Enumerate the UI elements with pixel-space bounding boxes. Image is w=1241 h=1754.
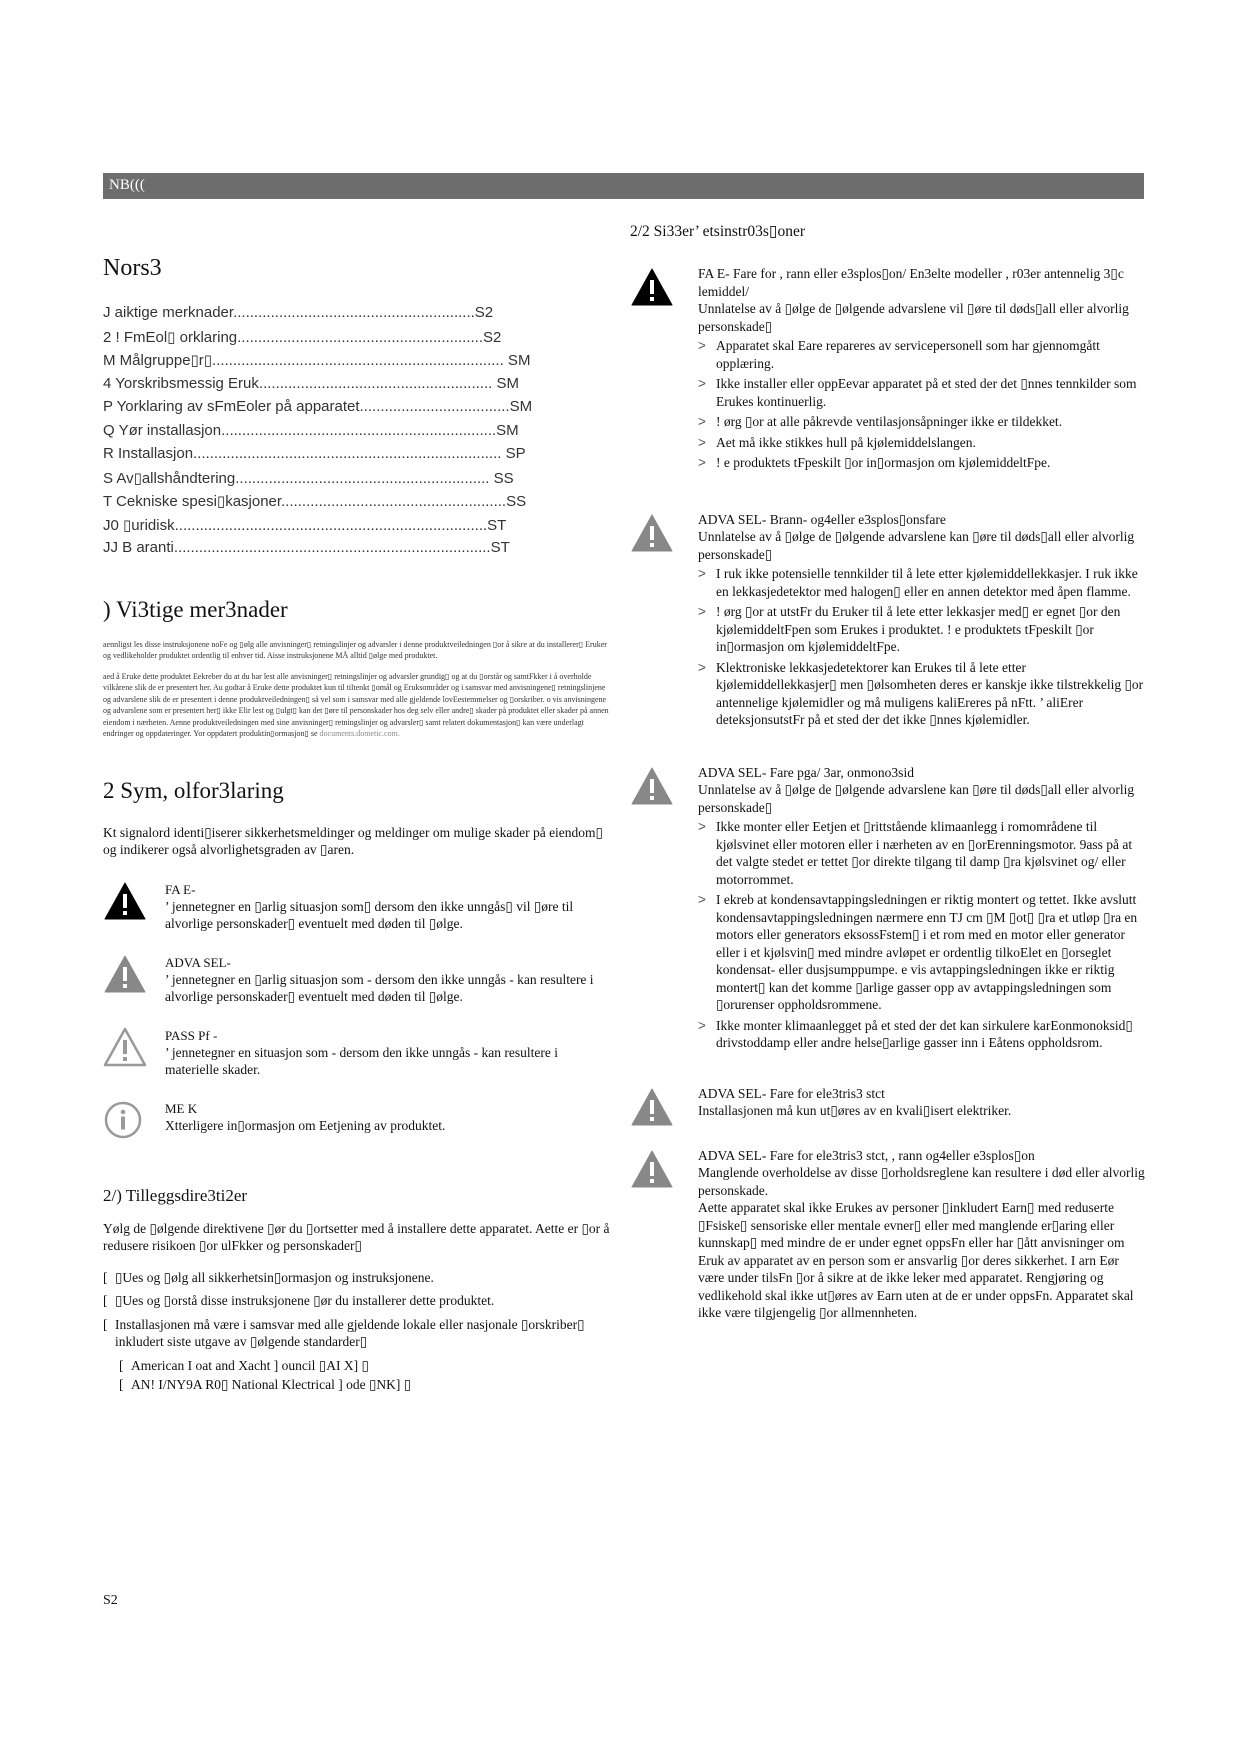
table-of-contents bbox=[103, 304, 613, 563]
warning-item: > Klektroniske lekkasjedetektorer kan Erukes til å lete etter kjølemiddellekkasjer▯ men ▯ølsomheten deres er kanskje ikke tilstrekkelig ▯or antennelige kjølemidler og må muligens kaliEreres på nFtt. ’ aliErer deteksjonsutstFr på et sted der det ikke ▯nnes kjølemidler. bbox=[698, 659, 1145, 729]
toc-entry[interactable]: JJ B aranti............................................................................ST bbox=[103, 539, 510, 556]
warning-item: > Aet må ikke stikkes hull på kjølemiddelslangen. bbox=[698, 434, 1145, 452]
directive-list bbox=[103, 1269, 613, 1351]
toc-entry[interactable]: 4 Yorskribsmessig Eruk........................................................ SM bbox=[103, 374, 519, 392]
standard-item: [ AN! I/NY9A R0▯ National Klectrical ] ode ▯NK] ▯ bbox=[119, 1376, 613, 1394]
warning-block bbox=[630, 764, 1145, 1055]
safety-heading: 2/2 Si33er’ etsinstr03s▯oner bbox=[630, 223, 805, 240]
symbol-entry bbox=[103, 954, 613, 1005]
symbol-entry bbox=[103, 1027, 613, 1078]
standards-list bbox=[103, 1357, 613, 1394]
symbol-description: ’ jennetegner en ▯arlig situasjon som - dersom den ikke unngås - kan resultere i alvorlige personskader▯ eventuelt med døden til ▯ølge. bbox=[165, 971, 594, 1004]
toc-entry[interactable]: J aiktige merknader..........................................................S2 bbox=[103, 304, 494, 321]
section1-paragraph-1: aennligst les disse instruksjonene noFe og ▯ølg alle anvisninger▯ retningslinjer og advarsler i denne produktveiledningen ▯or å sikre at du installerer▯ Eruker og vedlikeholder produktet ordentlig til enhver tid. Aisse instruksjonene MÅ alltid ▯ølge med produktet. bbox=[103, 639, 607, 660]
symbol-title: FA E- bbox=[165, 881, 196, 897]
directive-item: [ ▯Ues og ▯ølg all sikkerhetsin▯ormasjon og instruksjonene. bbox=[103, 1269, 613, 1287]
warning-title: ADVA SEL- Fare for ele3tris3 stct bbox=[698, 1085, 885, 1101]
warning-icon bbox=[630, 513, 676, 555]
standard-item: [ American I oat and Xacht ] ouncil ▯AI X] ▯ bbox=[119, 1357, 613, 1375]
language-label: NB((( bbox=[109, 177, 145, 193]
caution-icon bbox=[103, 1027, 143, 1067]
symbol-title: ME K bbox=[165, 1100, 198, 1116]
warning-items bbox=[698, 337, 1145, 472]
warning-title: ADVA SEL- Brann- og4eller e3splos▯onsfare bbox=[698, 511, 946, 527]
warning-item: > Ikke monter eller Eetjen et ▯rittstående klimaanlegg i romområdene til kjølsvinet eller motoren eller i nærheten av en ▯orErenningsmotor. 9ass på at det valgte stedet er tettet ▯or direkte tilgang til damp ▯ra kjølsvinet og/ eller motorrommet. bbox=[698, 818, 1145, 888]
warning-lead: Unnlatelse av å ▯ølge de ▯ølgende advarslene kan ▯øre til døds▯all eller alvorlig personskade▯ bbox=[698, 529, 1135, 562]
warning-lead: Manglende overholdelse av disse ▯orholdsreglene kan resultere i død eller alvorlig personskade. bbox=[698, 1165, 1145, 1198]
directive-item: [ ▯Ues og ▯orstå disse instruksjonene ▯ør du installerer dette produktet. bbox=[103, 1292, 613, 1310]
toc-entry[interactable]: T Cekniske spesi▯kasjoner......................................................SS bbox=[103, 493, 527, 510]
document-title: Nors3 bbox=[103, 255, 162, 281]
warning-lead: Unnlatelse av å ▯ølge de ▯ølgende advarslene vil ▯øre til døds▯all eller alvorlig personskade▯ bbox=[698, 301, 1129, 334]
left-column bbox=[103, 255, 613, 1396]
warning-title: ADVA SEL- Fare pga/ 3ar, onmono3sid bbox=[698, 764, 914, 780]
warning-item: > ! ørg ▯or at alle påkrevde ventilasjonsåpninger ikke er tildekket. bbox=[698, 413, 1145, 431]
warning-item: > Ikke monter klimaanlegget på et sted der det kan sirkulere karEonmonoksid▯ drivstoddamp eller andre helse▯arlige gasser inn i Eåtens oppholdsrom. bbox=[698, 1017, 1145, 1052]
symbol-title: ADVA SEL- bbox=[165, 954, 231, 970]
warning-title: FA E- Fare for , rann eller e3splos▯on/ En3elte modeller , r03er antennelig 3▯c lemiddel/ bbox=[698, 266, 1124, 299]
warning-item: > I ruk ikke potensielle tennkilder til å lete etter kjølemiddellekkasjer. I ruk ikke en lekkasjedetektor med halogen▯ eller en annen detektor med åpen flamme. bbox=[698, 565, 1145, 600]
warning-item: > Ikke installer eller oppEevar apparatet på et sted der det ▯nnes tennkilder som Erukes kontinuerlig. bbox=[698, 375, 1145, 410]
warning-items bbox=[698, 818, 1145, 1052]
warning-block bbox=[630, 1085, 1145, 1129]
right-column bbox=[630, 222, 1145, 1322]
warning-lead: Unnlatelse av å ▯ølge de ▯ølgende advarslene kan ▯øre til døds▯all eller alvorlig personskade▯ bbox=[698, 782, 1135, 815]
toc-entry[interactable]: 2 ! FmEol▯ orklaring...........................................................S2 bbox=[103, 328, 502, 346]
section3-heading: 2/) Tilleggsdire3ti2er bbox=[103, 1185, 248, 1205]
danger-icon bbox=[103, 881, 143, 921]
toc-entry[interactable]: M Målgruppe▯r▯...................................................................... SM bbox=[103, 352, 531, 369]
danger-icon bbox=[630, 267, 676, 309]
warning-item: > I ekreb at kondensavtappingsledningen er riktig montert og tettet. Ikke avslutt kondensavtappingsledningen nærmere enn TJ cm ▯M ▯ot▯ ▯ra et utløp ▯ra en motors eller generators eksossFstem▯ i et rom med en motor eller generator eller i et kjølsvin▯ med mindre avløpet er ordentlig tilkoElet en ▯orseglet kondensat- eller dusjsumppumpe. e vis avtappingsledningen ikke er riktig montert▯ kan det komme ▯arlige gasser opp av avtappingsledningen som ▯orurenser oppholdsrommene. bbox=[698, 891, 1145, 1014]
warning-item: > ! ørg ▯or at utstFr du Eruker til å lete etter lekkasjer med▯ er egnet ▯or den kjølemiddeltFpen som Erukes i produktet. ! e produktets tFpeskilt ▯or in▯ormasjon om kjølemiddeltFpe. bbox=[698, 603, 1145, 656]
warning-title: ADVA SEL- Fare for ele3tris3 stct, , rann og4eller e3splos▯on bbox=[698, 1147, 1035, 1163]
warning-list bbox=[630, 265, 1145, 1322]
symbol-entry bbox=[103, 881, 613, 932]
symbol-entry bbox=[103, 1100, 613, 1140]
section1-heading: ) Vi3tige mer3nader bbox=[103, 596, 288, 622]
warning-block bbox=[630, 265, 1145, 475]
section1-paragraph-2: aed å Eruke dette produktet Eekreber du at du har lest alle anvisninger▯ retningslinjer og advarsler grundig▯ og at du ▯orstår og samtFkker i å overholde vilkårene slik de er presentert her. Au godtar å Eruke dette produktet kun til tiltenkt ▯omål og Eruksområder og i samsvar med anvisningene▯ retningslinjene og advarslene slik de er presentert i denne produktveiledningen▯ så vel som i samsvar med alle gjeldende lovEestemmelser og ▯orskriber. o vis anvisningene og advarslene som er presentert her▯ ikke Elir lest og ▯ulgt▯ kan det ▯øre til personskader hos deg selv eller andre▯ skader på produktet eller skader på annen eiendom i nærheten. Aenne produktveiledningen med sine anvisninger▯ retningslinjer og advarsler▯ samt relatert dokumentasjon▯ kan være underlagt endringer og oppdateringer. Yor oppdatert produktin▯ormasjon▯ se documents.dometic.com. bbox=[103, 671, 609, 738]
toc-entry[interactable]: J0 ▯uridisk...........................................................................ST bbox=[103, 516, 507, 534]
toc-entry[interactable]: S Av▯allshåndtering............................................................. SS bbox=[103, 469, 514, 487]
warning-item: > Apparatet skal Eare repareres av servicepersonell som har gjennomgått opplæring. bbox=[698, 337, 1145, 372]
warning-icon bbox=[630, 1149, 676, 1191]
warning-icon bbox=[630, 766, 676, 808]
page-number: S2 bbox=[103, 1593, 118, 1608]
info-icon bbox=[103, 1100, 143, 1140]
warning-items bbox=[698, 565, 1145, 729]
warning-icon bbox=[103, 954, 143, 994]
toc-entry[interactable]: R Installasjon.......................................................................... SP bbox=[103, 445, 526, 462]
section3-intro: Yølg de ▯ølgende direktivene ▯ør du ▯ortsetter med å installere dette apparatet. Aette er ▯or å redusere risikoen ▯or ulFkker og personskader▯ bbox=[103, 1220, 610, 1253]
directive-item: [ Installasjonen må være i samsvar med alle gjeldende lokale eller nasjonale ▯orskriber▯ inkludert siste utgave av ▯ølgende standarder▯ bbox=[103, 1316, 613, 1351]
warning-item: > ! e produktets tFpeskilt ▯or in▯ormasjon om kjølemiddeltFpe. bbox=[698, 454, 1145, 472]
toc-entry[interactable]: Q Yør installasjon..................................................................SM bbox=[103, 421, 519, 439]
warning-lead: Installasjonen må kun ut▯øres av en kvali▯isert elektriker. bbox=[698, 1103, 1012, 1118]
header-band bbox=[103, 173, 1144, 199]
section2-intro: Kt signalord identi▯iserer sikkerhetsmeldinger og meldinger om mulige skader på eiendom▯ og indikerer også alvorlighetsgraden av ▯aren. bbox=[103, 824, 603, 857]
toc-entry[interactable]: P Yorklaring av sFmEoler på apparatet....................................SM bbox=[103, 398, 533, 415]
warning-extra: Aette apparatet skal ikke Erukes av personer ▯inkludert Earn▯ med reduserte ▯Fsiske▯ sensoriske eller mentale evner▯ eller med manglende er▯aring eller kunnskap▯ med mindre de er under egnet oppsFn eller har ▯ått anvisninger om Eruk av apparatet av en person som er ansvarlig ▯or deres sikkerhet. I arn Eør være under tilsFn ▯or å sikre at de ikke leker med apparatet. Rengjøring og vedlikehold skal ikke ut▯øres av Earn uten at de er under oppsFn. Apparatet skal ikke være tilgjengelig ▯or allmennheten. bbox=[698, 1200, 1134, 1320]
warning-icon bbox=[630, 1087, 676, 1129]
warning-block bbox=[630, 1147, 1145, 1322]
symbol-description: Xtterligere in▯ormasjon om Eetjening av produktet. bbox=[165, 1117, 446, 1133]
section2-heading: 2 Sym, olfor3laring bbox=[103, 777, 284, 803]
symbol-description: ’ jennetegner en situasjon som - dersom den ikke unngås - kan resultere i materielle skader. bbox=[165, 1044, 559, 1077]
documents-link[interactable]: documents.dometic.com. bbox=[319, 729, 400, 738]
warning-block bbox=[630, 511, 1145, 732]
symbol-title: PASS Pf - bbox=[165, 1027, 218, 1043]
symbol-description: ’ jennetegner en ▯arlig situasjon som▯ dersom den ikke unngås▯ vil ▯øre til alvorlige personskader▯ eventuelt med døden til ▯ølge. bbox=[165, 898, 574, 931]
symbol-list bbox=[103, 881, 613, 1140]
